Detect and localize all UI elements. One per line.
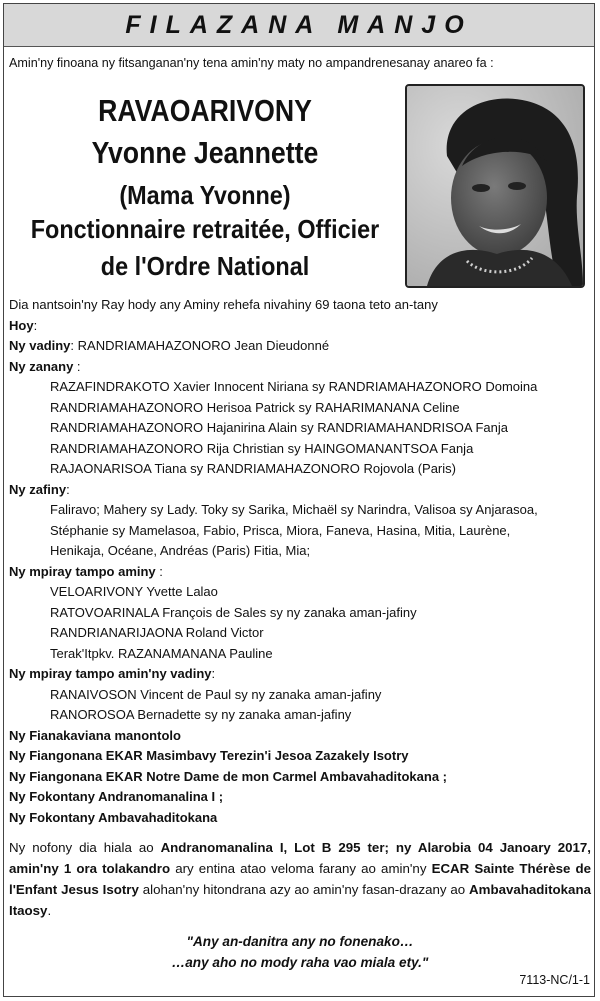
deceased-title-line1: Fonctionnaire retraitée, Officier (30, 214, 380, 244)
funeral-text: alohan'ny hitondrana azy ao amin'ny fasan-drazany ao (138, 882, 470, 897)
list-item: RANDRIAMAHAZONORO Rija Christian sy HAINGOMANANTSOA Fanja (50, 440, 474, 456)
reference-code: 7113-NC/1-1 (519, 973, 590, 987)
intro-text: Amin'ny finoana ny fitsanganan'ny tena amin'ny maty no ampandrenesanay anareo fa : (9, 56, 494, 70)
children-heading (9, 357, 591, 378)
portrait-image (407, 86, 583, 286)
list-item: VELOARIVONY Yvette Lalao (50, 584, 218, 599)
grandchildren-line: Henikaja, Océane, Andréas (Paris) Fitia, Mia; (50, 543, 311, 558)
institution-line: Ny Fokontany Ambavahaditokana (9, 809, 218, 825)
funeral-paragraph (9, 837, 591, 921)
list-item: RATOVOARINALA François de Sales sy ny zanaka aman-jafiny (50, 604, 417, 620)
children-colon: : (73, 358, 81, 374)
grandchildren-heading (9, 480, 591, 501)
deceased-given-names: Yvonne Jeannette (91, 135, 319, 170)
spouse-value: : RANDRIAMAHAZONORO Jean Dieudonné (70, 338, 330, 353)
list-item: Terak'Itpkv. RAZANAMANANA Pauline (50, 645, 273, 661)
announcement-body (9, 295, 591, 973)
list-item: RANAIVOSON Vincent de Paul sy ny zanaka aman-jafiny (50, 686, 382, 702)
deceased-title-line2: de l'Ordre National (100, 251, 310, 281)
funeral-text: ary entina atao veloma farany ao amin'ny (170, 861, 432, 876)
closing-quote (9, 931, 591, 973)
header-title: FILAZANA MANJO (125, 10, 473, 39)
list-item: RAZAFINDRAKOTO Xavier Innocent Niriana sy RANDRIAMAHAZONORO Domoina (50, 379, 538, 394)
spouse-siblings-heading (9, 664, 591, 685)
siblings-label: Ny mpiray tampo aminy (9, 563, 156, 579)
spouse-label: Ny vadiny (9, 338, 71, 353)
list-item: RANDRIANARIJAONA Roland Victor (50, 625, 264, 640)
grandchildren-line: Faliravo; Mahery sy Lady. Toky sy Sarika, Michaël sy Narindra, Valisoa sy Anjarasoa, (50, 502, 538, 517)
institution-line: Ny Fianakaviana manontolo (9, 727, 181, 743)
spouse-siblings-label: Ny mpiray tampo amin'ny vadiny (9, 666, 212, 681)
passing-text: Dia nantsoin'ny Ray hody any Aminy rehefa nivahiny 69 taona teto an-tany (9, 297, 438, 312)
siblings-heading (9, 562, 591, 583)
institution-line: Ny Fiangonana EKAR Notre Dame de mon Carmel Ambavahaditokana ; (9, 768, 448, 784)
deceased-nickname: (Mama Yvonne) (119, 180, 291, 210)
funeral-church: ECAR Sainte Thérèse de l'Enfant Jesus Isotry (9, 861, 592, 897)
list-item: RANDRIAMAHAZONORO Herisoa Patrick sy RAHARIMANANA Celine (50, 399, 460, 415)
list-item: RANOROSOA Bernadette sy ny zanaka aman-jafiny (50, 707, 352, 722)
quote-line1: "Any an-danitra any no fonenako… (186, 934, 414, 949)
institution-line: Ny Fiangonana EKAR Masimbavy Terezin'i Jesoa Zazakely Isotry (9, 748, 409, 763)
list-item: RANDRIAMAHAZONORO Hajanirina Alain sy RANDRIAMAHANDRISOA Fanja (50, 420, 508, 435)
spouse-line (9, 336, 591, 357)
quote-line2: …any aho no mody raha vao miala ety." (171, 955, 429, 970)
hoy-colon: : (33, 317, 38, 333)
funeral-burial-place: Ambavahaditokana Itaosy (9, 882, 591, 918)
hoy-label: Hoy (9, 317, 34, 333)
grandchildren-colon: : (66, 481, 70, 497)
siblings-colon: : (155, 563, 163, 579)
institution-line: Ny Fokontany Andranomanalina I ; (9, 789, 224, 804)
funeral-place-time: Andranomanalina I, Lot B 295 ter; ny Alarobia 04 Janoary 2017, amin'ny 1 ora tolakandro (9, 840, 591, 876)
grandchildren-label: Ny zafiny (9, 481, 67, 497)
announcement-header (4, 4, 594, 47)
deceased-surname: RAVAOARIVONY (98, 93, 312, 128)
funeral-text: Ny nofony dia hiala ao (9, 840, 161, 855)
spouse-siblings-colon: : (211, 666, 216, 681)
portrait-photo (405, 84, 585, 288)
list-item: RAJAONARISOA Tiana sy RANDRIAMAHAZONORO Rojovola (Paris) (50, 461, 456, 476)
grandchildren-line: Stéphanie sy Mamelasoa, Fabio, Prisca, Miora, Faneva, Hasina, Mitia, Laurène, (50, 522, 511, 538)
hoy-line (9, 316, 591, 337)
children-label: Ny zanany (9, 358, 74, 374)
funeral-text: . (47, 903, 52, 918)
